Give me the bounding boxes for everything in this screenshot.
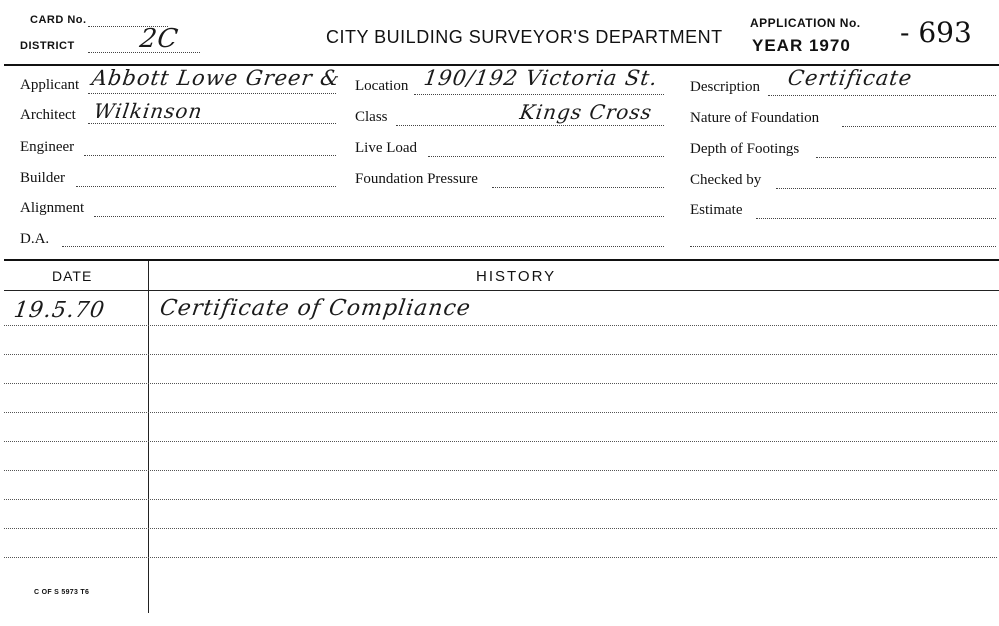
estimate-field-continued[interactable] [690,246,996,247]
description-field[interactable] [768,95,996,96]
year-label: YEAR 1970 [752,36,851,55]
foundation-pressure-label: Foundation Pressure [355,171,478,187]
class-label: Class [355,109,388,125]
history-header-divider [4,290,999,291]
alignment-label: Alignment [20,200,85,216]
checked-by-field[interactable] [776,188,996,189]
history-row-line [4,441,997,442]
location-value: 190/192 Victoria St. [422,66,660,90]
description-label: Description [690,79,760,95]
card-no-label: CARD No. [30,14,87,26]
architect-label: Architect [20,107,76,123]
builder-field[interactable] [76,186,336,187]
nature-of-foundation-field[interactable] [842,126,996,127]
date-header: DATE [52,268,93,284]
depth-of-footings-label: Depth of Footings [690,141,800,157]
checked-by-label: Checked by [690,172,762,188]
history-row-line [4,412,997,413]
nature-of-foundation-label: Nature of Foundation [690,110,820,126]
live-load-label: Live Load [355,140,418,156]
engineer-field[interactable] [84,155,336,156]
history-row-line [4,528,997,529]
page-title: CITY BUILDING SURVEYOR'S DEPARTMENT [326,27,723,47]
da-field[interactable] [62,246,664,247]
application-number: - 693 [900,16,972,49]
date-column-divider [148,261,149,613]
history-row-line [4,325,997,326]
da-label: D.A. [20,231,50,247]
applicant-value: Abbott Lowe Greer & [90,66,342,90]
estimate-field[interactable] [756,218,996,219]
application-no-label: APPLICATION No. [750,16,861,30]
builder-label: Builder [20,170,65,186]
estimate-label: Estimate [690,202,743,218]
history-row-line [4,383,997,384]
description-value: Certificate [786,66,915,90]
class-field[interactable] [396,125,664,126]
alignment-field[interactable] [94,216,664,217]
history-header: HISTORY [476,268,557,285]
location-value-2: Kings Cross [518,100,654,124]
foundation-pressure-field[interactable] [492,187,664,188]
district-label: DISTRICT [20,40,75,52]
applicant-label: Applicant [20,77,80,93]
location-label: Location [355,78,409,94]
engineer-label: Engineer [20,139,75,155]
form-code: C OF S 5973 T6 [34,589,90,596]
history-row-line [4,354,997,355]
history-entry-text: Certificate of Compliance [158,296,473,321]
district-value: 2C [137,24,181,54]
history-row-line [4,557,997,558]
history-top-divider [4,259,999,261]
history-row-line [4,470,997,471]
architect-value: Wilkinson [92,99,205,123]
depth-of-footings-field[interactable] [816,157,996,158]
location-field[interactable] [414,94,664,95]
history-row-line [4,499,997,500]
history-entry-date: 19.5.70 [12,298,107,323]
architect-field[interactable] [88,123,336,124]
live-load-field[interactable] [428,156,664,157]
applicant-field[interactable] [88,93,336,94]
